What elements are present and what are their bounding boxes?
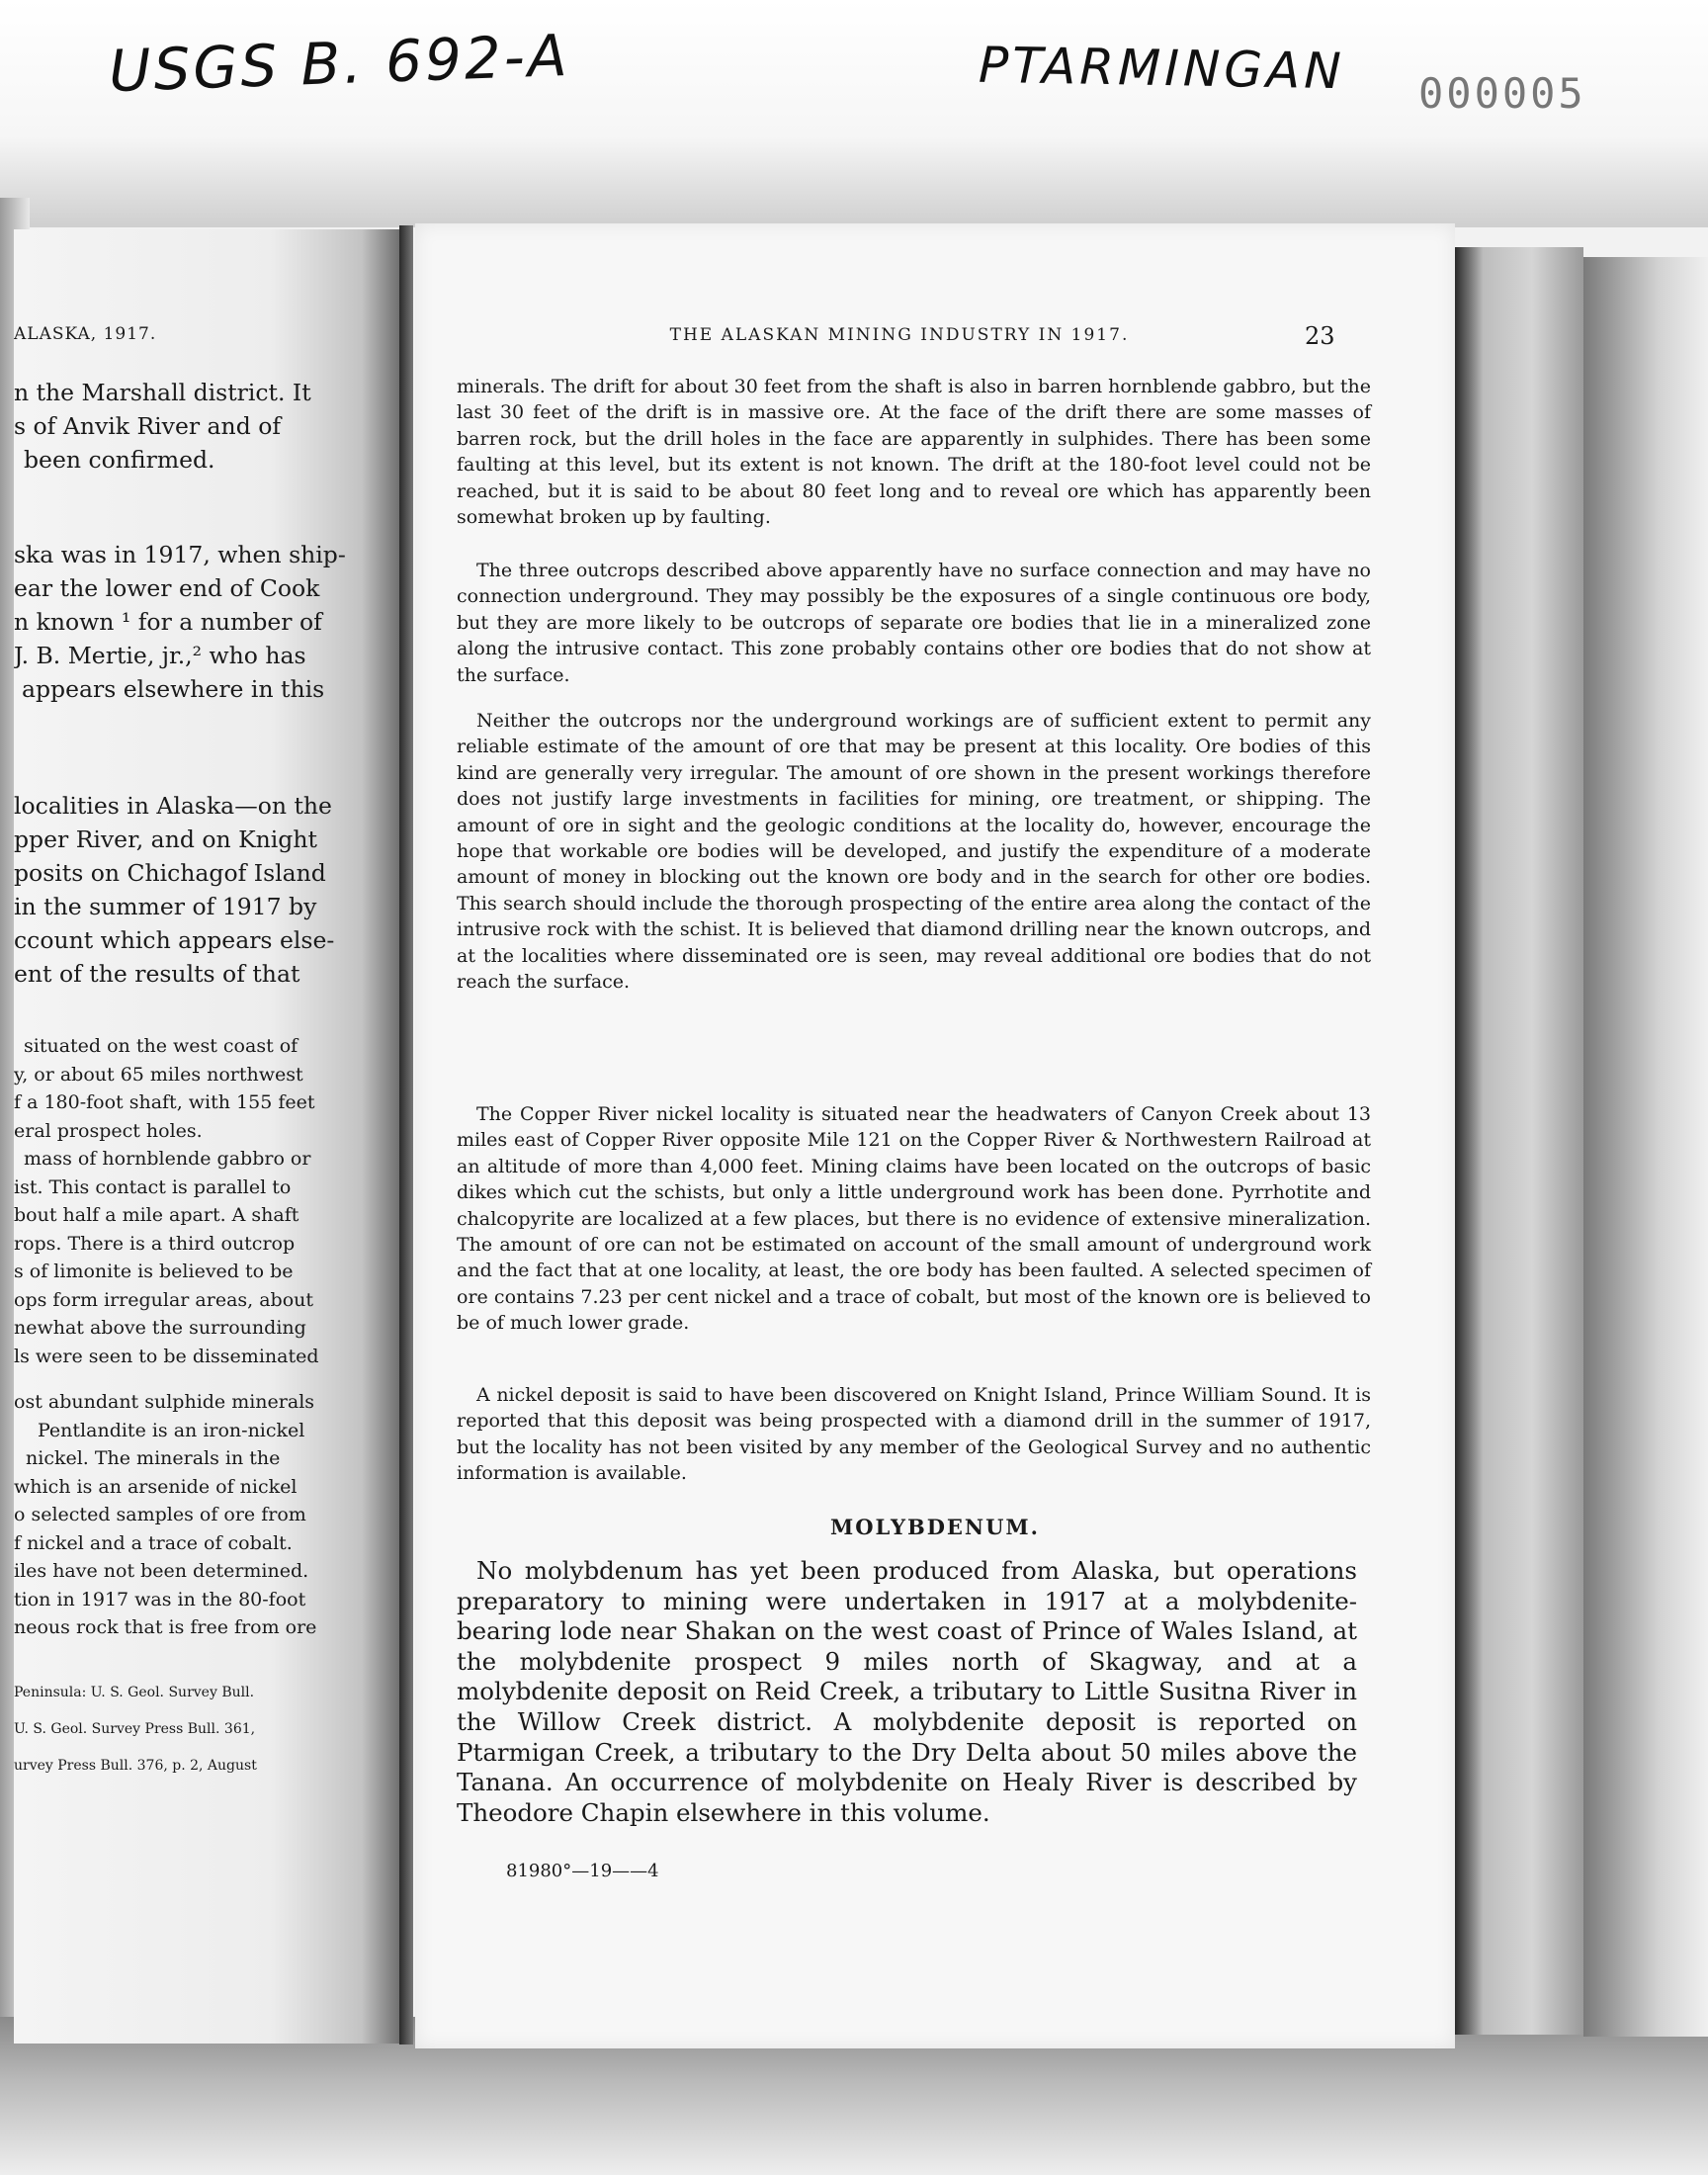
left-line: ops form irregular areas, about	[14, 1288, 314, 1311]
left-paragraph-4	[14, 1032, 370, 1370]
stamp-number: 000005	[1418, 69, 1586, 118]
left-line: n known ¹ for a number of	[14, 608, 322, 636]
printer-signature: 81980°—19——4	[506, 1861, 659, 1881]
left-line: pper River, and on Knight	[14, 826, 317, 853]
page-number: 23	[1305, 322, 1335, 350]
left-footnote: Peninsula: U. S. Geol. Survey Bull.	[14, 1685, 255, 1700]
paragraph-molybdenum: No molybdenum has yet been produced from Alaska, but operations preparatory to mining were undertaken in 1917 at a molybdenite-bearing lode near Shakan on the west coast of Prince of Wales Island, at the molybdenite prospect 9 miles north of Skagway, and at a molybdenite deposit on Reid Creek, a tributary to Little Susitna River in the Willow Creek district. A molybdenite deposit is reported on Ptarmigan Creek, a tributary to the Dry Delta about 50 miles above the Tanana. An occurrence of molybdenite on Healy River is described by Theodore Chapin elsewhere in this volume.	[457, 1556, 1357, 1827]
left-line: f a 180-foot shaft, with 155 feet	[14, 1091, 315, 1113]
left-paragraph-5	[14, 1388, 370, 1642]
left-line: Pentlandite is an iron-nickel	[38, 1419, 305, 1441]
left-footnote: urvey Press Bull. 376, p. 2, August	[14, 1758, 257, 1774]
left-line: iles have not been determined.	[14, 1560, 309, 1582]
left-line: rops. There is a third outcrop	[14, 1232, 296, 1255]
paragraph-ore-estimate: Neither the outcrops nor the underground workings are of sufficient extent to permit any reliable estimate of the amount of ore that may be present at this locality. Ore bodies of this kind are generally very irregular. The amount of ore shown in the present workings therefore does not justify large investments in facilities for mining, ore treatment, or shipping. The amount of ore in sight and the geologic conditions at the locality do, however, encourage the hope that workable ore bodies will be developed, and justify the expenditure of a moderate amount of money in blocking out the known ore body and in the search for other ore bodies. This search should include the thorough prospecting of the entire area along the contact of the intrusive rock with the schist. It is believed that diamond drilling near the known outcrops, and at the localities where disseminated ore is seen, may reveal additional ore bodies that do not reach the surface.	[457, 710, 1371, 994]
scan-right-shadow	[1583, 257, 1708, 2037]
left-line: s of Anvik River and of	[14, 412, 282, 440]
book-gutter	[399, 225, 413, 2044]
left-line: J. B. Mertie, jr.,² who has	[14, 642, 306, 669]
left-line: in the summer of 1917 by	[14, 893, 317, 920]
left-line: n the Marshall district. It	[14, 379, 311, 406]
left-line: mass of hornblende gabbro or	[24, 1148, 311, 1170]
left-line: bout half a mile apart. A shaft	[14, 1204, 299, 1226]
left-footnote: U. S. Geol. Survey Press Bull. 361,	[14, 1721, 256, 1737]
paragraph-copper-river-nickel: The Copper River nickel locality is situated near the headwaters of Canyon Creek about 13 miles east of Copper River opposite Mile 121 on the Copper River & Northwestern Railroad at an altitude of more than 4,000 feet. Mining claims have been located on the outcrops of basic dikes which cut the schists, but only a little underground work has been done. Pyrrhotite and chalcopyrite are localized at a few places, but there is no evidence of extensive mineralization. The amount of ore can not be estimated on account of the small amount of underground work and the fact that at one locality, at least, the ore body has been faulted. A selected specimen of ore contains 7.23 per cent nickel and a trace of cobalt, but most of the known ore is believed to be of much lower grade.	[457, 1103, 1371, 1335]
left-footnotes	[14, 1675, 370, 1784]
running-head: THE ALASKAN MINING INDUSTRY IN 1917.	[669, 325, 1130, 345]
paragraph-mine-workings: minerals. The drift for about 30 feet from the shaft is also in barren hornblende gabbro, but the last 30 feet of the drift is in massive ore. At the face of the drift there are some masses of barren rock, but the drill holes in the face are apparently in sulphides. There has been some faulting at this level, but its extent is not known. The drift at the 180-foot level could not be reached, but it is said to be about 80 feet long and to reveal ore which has apparently been somewhat broken up by faulting.	[457, 376, 1371, 529]
left-line: ost abundant sulphide minerals	[14, 1391, 315, 1413]
left-line: newhat above the surrounding	[14, 1317, 306, 1339]
left-line: situated on the west coast of	[24, 1035, 299, 1057]
right-page	[415, 223, 1455, 2048]
left-line: ls were seen to be disseminated	[14, 1345, 319, 1367]
left-line: which is an arsenide of nickel	[14, 1475, 298, 1498]
handwritten-site-name: PTARMINGAN	[978, 36, 1346, 101]
left-page	[14, 229, 409, 2044]
paragraph-knight-island: A nickel deposit is said to have been discovered on Knight Island, Prince William Sound. It is reported that this deposit was being prospected with a diamond drill in the summer of 1917, but the locality has not been visited by any member of the Geological Survey and no authentic information is available.	[457, 1384, 1371, 1485]
left-line: nickel. The minerals in the	[26, 1447, 281, 1469]
left-running-head: ALASKA, 1917.	[14, 324, 157, 344]
paragraph-outcrops: The three outcrops described above apparently have no surface connection and may have no connection underground. They may possibly be the exposures of a single continuous ore body, but they are more likely to be outcrops of separate ore bodies that lie in a mineralized zone along the intrusive contact. This zone probably contains other ore bodies that do not show at the surface.	[457, 560, 1371, 686]
left-line: posits on Chichagof Island	[14, 859, 326, 887]
left-line: s of limonite is believed to be	[14, 1261, 294, 1282]
left-line: tion in 1917 was in the 80-foot	[14, 1588, 306, 1610]
left-line: y, or about 65 miles northwest	[14, 1063, 303, 1086]
left-line: ear the lower end of Cook	[14, 574, 320, 602]
left-paragraph-3	[14, 789, 370, 991]
left-line: appears elsewhere in this	[22, 675, 325, 703]
left-line: eral prospect holes.	[14, 1119, 203, 1142]
right-page-edge	[1455, 247, 1583, 2035]
section-heading-molybdenum: MOLYBDENUM.	[830, 1515, 1040, 1539]
left-line: f nickel and a trace of cobalt.	[14, 1531, 293, 1554]
left-line: ska was in 1917, when ship-	[14, 541, 346, 568]
handwritten-bulletin-reference: USGS B. 692-A	[107, 21, 571, 106]
left-line: ent of the results of that	[14, 960, 300, 988]
left-line: o selected samples of ore from	[14, 1504, 306, 1525]
left-line: neous rock that is free from ore	[14, 1616, 317, 1638]
left-line: localities in Alaska—on the	[14, 792, 332, 820]
left-paragraph-1	[14, 376, 370, 477]
left-line: ist. This contact is parallel to	[14, 1175, 292, 1198]
left-paragraph-2	[14, 538, 370, 706]
left-line: been confirmed.	[24, 446, 215, 474]
left-line: ccount which appears else-	[14, 926, 335, 954]
